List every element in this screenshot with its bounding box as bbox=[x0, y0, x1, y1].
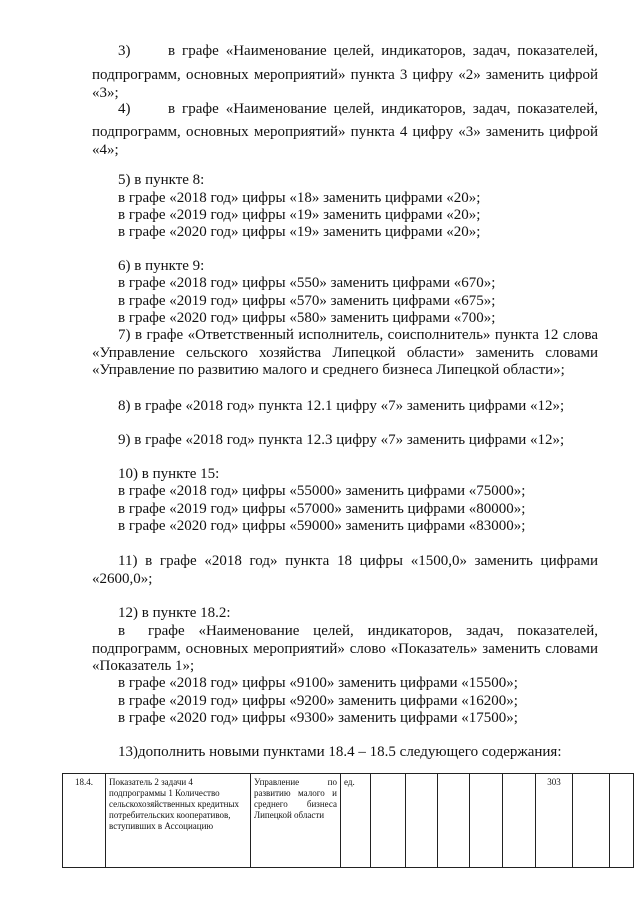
item-10-line2: в графе «2019 год» цифры «57000» заменить цифрами «80000»; bbox=[118, 501, 526, 517]
item-5-heading: 5) в пункте 8: bbox=[118, 172, 205, 188]
empty-cell bbox=[406, 774, 438, 868]
item-11-line1: 11) в графе «2018 год» пункта 18 цифры «1500,0» заменить цифрами bbox=[118, 553, 598, 569]
item-10-line1: в графе «2018 год» цифры «55000» заменить цифрами «75000»; bbox=[118, 483, 526, 499]
item-5-line2: в графе «2019 год» цифры «19» заменить цифрами «20»; bbox=[118, 207, 481, 223]
empty-cell bbox=[470, 774, 503, 868]
item-4-line2: подпрограмм, основных мероприятий» пункта 4 цифру «3» заменить цифрой bbox=[92, 124, 598, 140]
item-12-line6: в графе «2020 год» цифры «9300» заменить цифрами «17500»; bbox=[118, 710, 518, 726]
item-10-line3: в графе «2020 год» цифры «59000» заменить цифрами «83000»; bbox=[118, 518, 526, 534]
item-7-line3: «Управление по развитию малого и среднего бизнеса Липецкой области»; bbox=[92, 362, 565, 378]
item-6-line1: в графе «2018 год» цифры «550» заменить цифрами «670»; bbox=[118, 275, 496, 291]
table-row bbox=[63, 774, 634, 868]
item-4-line3: «4»; bbox=[92, 142, 119, 158]
unit-cell: ед. bbox=[341, 774, 371, 868]
item-12-line1-prefix: в bbox=[118, 623, 126, 639]
item-5-line1: в графе «2018 год» цифры «18» заменить цифрами «20»; bbox=[118, 190, 481, 206]
amendment-table bbox=[62, 773, 634, 868]
item-3-line2: подпрограмм, основных мероприятий» пункта 3 цифру «2» заменить цифрой bbox=[92, 67, 598, 83]
item-12-line4: в графе «2018 год» цифры «9100» заменить цифрами «15500»; bbox=[118, 675, 518, 691]
empty-cell bbox=[573, 774, 610, 868]
item-6-heading: 6) в пункте 9: bbox=[118, 258, 205, 274]
indicator-name-cell: Показатель 2 задачи 4 подпрограммы 1 Количество сельскохозяйственных кредитных потребительских кооперативов, вступивших в Ассоциацию bbox=[106, 774, 251, 868]
empty-cell bbox=[503, 774, 536, 868]
item-8: 8) в графе «2018 год» пункта 12.1 цифру «7» заменить цифрами «12»; bbox=[118, 398, 565, 414]
item-10-heading: 10) в пункте 15: bbox=[118, 466, 220, 482]
item-7-line1: 7) в графе «Ответственный исполнитель, соисполнитель» пункта 12 слова bbox=[118, 327, 598, 343]
empty-cell bbox=[371, 774, 406, 868]
item-6-line2: в графе «2019 год» цифры «570» заменить цифрами «675»; bbox=[118, 293, 496, 309]
item-12-heading: 12) в пункте 18.2: bbox=[118, 605, 231, 621]
empty-cell bbox=[438, 774, 470, 868]
item-4-line1-number: 4) bbox=[118, 101, 131, 117]
responsible-cell: Управление по развитию малого и среднего бизнеса Липецкой области bbox=[251, 774, 341, 868]
item-3-line1-number: 3) bbox=[118, 43, 131, 59]
item-12-line1-text: графе «Наименование целей, индикаторов, задач, показателей, bbox=[148, 623, 598, 639]
item-5-line3: в графе «2020 год» цифры «19» заменить цифрами «20»; bbox=[118, 224, 481, 240]
item-13: 13)дополнить новыми пунктами 18.4 – 18.5 следующего содержания: bbox=[118, 744, 562, 760]
value-cell: 303 bbox=[536, 774, 573, 868]
item-12-line2: подпрограмм, основных мероприятий» слово «Показатель» заменить словами bbox=[92, 641, 598, 657]
item-12-line5: в графе «2019 год» цифры «9200» заменить цифрами «16200»; bbox=[118, 693, 518, 709]
item-12-line3: «Показатель 1»; bbox=[92, 658, 195, 674]
item-11-line2: «2600,0»; bbox=[92, 571, 153, 587]
empty-cell bbox=[610, 774, 634, 868]
item-3-line1-text: в графе «Наименование целей, индикаторов, задач, показателей, bbox=[168, 43, 598, 59]
item-3-line3: «3»; bbox=[92, 85, 119, 101]
item-9: 9) в графе «2018 год» пункта 12.3 цифру «7» заменить цифрами «12»; bbox=[118, 432, 565, 448]
item-6-line3: в графе «2020 год» цифры «580» заменить цифрами «700»; bbox=[118, 310, 496, 326]
item-4-line1-text: в графе «Наименование целей, индикаторов, задач, показателей, bbox=[168, 101, 598, 117]
item-7-line2: «Управление сельского хозяйства Липецкой области» заменить словами bbox=[92, 345, 598, 361]
row-number-cell: 18.4. bbox=[63, 774, 106, 868]
